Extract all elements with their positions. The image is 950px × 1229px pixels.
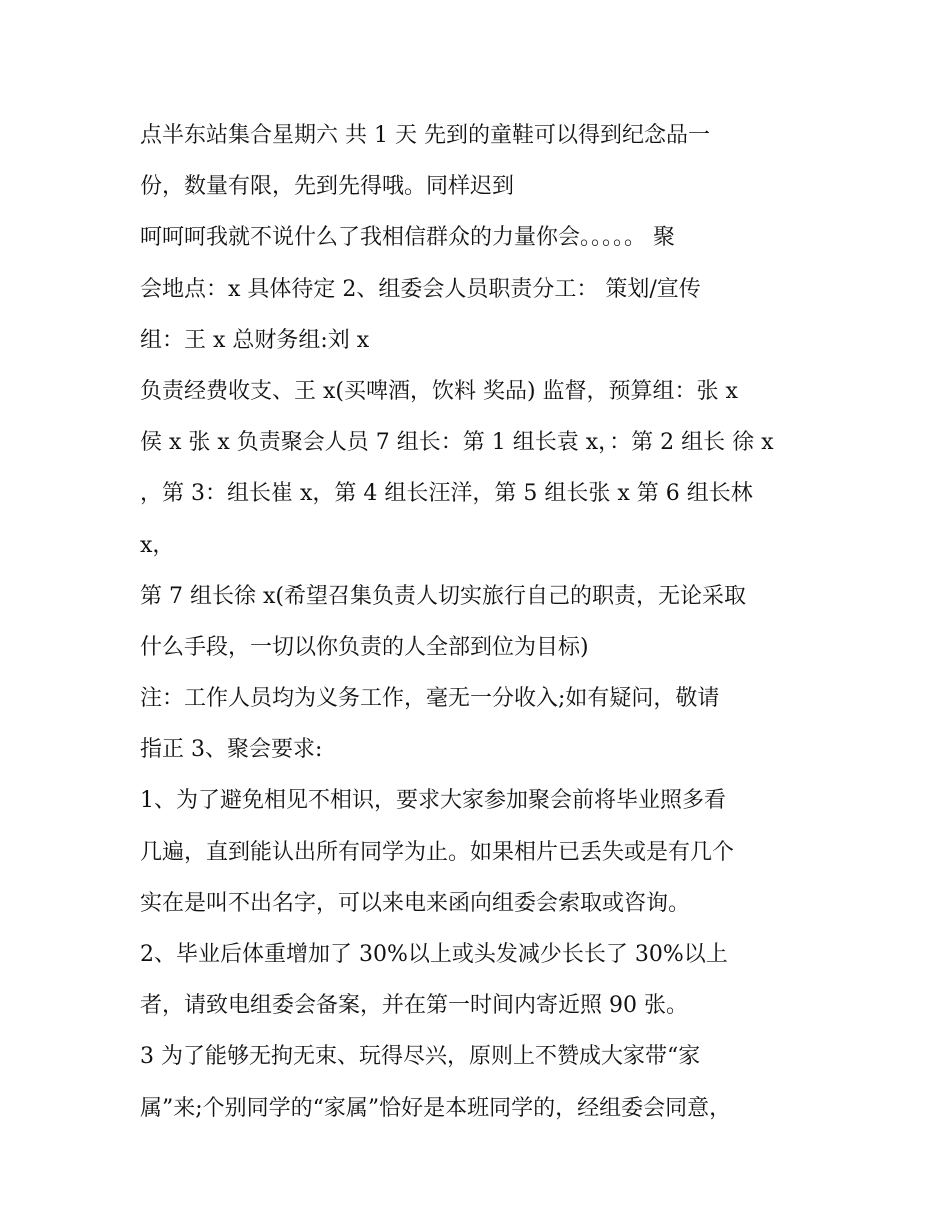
text-line-4: 会地点：x 具体待定 2、组委会人员职责分工： 策划/宣传	[140, 276, 701, 302]
text-line-17: 2、毕业后体重增加了 30%以上或头发减少长长了 30%以上	[140, 942, 728, 967]
text-line-9: x，	[140, 532, 175, 558]
text-line-7: 侯 x 张 x 负责聚会人员 7 组长：第 1 组长袁 x，：第 2 组长 徐 x	[140, 430, 774, 456]
text-line-1: 点半东站集合星期六 共 1 天 先到的童鞋可以得到纪念品一	[140, 123, 710, 148]
text-line-16: 实在是叫不出名字，可以来电来函向组委会索取或咨询。	[140, 890, 691, 916]
text-line-14: 1、为了避免相见不相识，要求大家参加聚会前将毕业照多看	[140, 788, 726, 814]
text-line-2: 份，数量有限，先到先得哦。同样迟到	[140, 174, 515, 200]
text-line-15: 几遍，直到能认出所有同学为止。如果相片已丢失或是有几个	[140, 839, 735, 865]
text-line-12: 注：工作人员均为义务工作，毫无一分收入;如有疑问，敬请	[140, 686, 720, 712]
document-body	[140, 110, 830, 1134]
text-line-5: 组：王 x 总财务组:刘 x	[140, 327, 370, 353]
text-line-18: 者，请致电组委会备案，并在第一时间内寄近照 90 张。	[140, 993, 688, 1019]
text-line-6: 负责经费收支、王 x(买啤酒，饮料 奖品) 监督，预算组：张 x	[140, 378, 738, 404]
text-line-20: 属”来;个别同学的“家属”恰好是本班同学的，经组委会同意，	[140, 1095, 732, 1121]
text-line-3: 呵呵呵我就不说什么了我相信群众的力量你会。。。。。 聚	[140, 225, 675, 251]
text-line-11: 什么手段，一切以你负责的人全部到位为目标)	[140, 634, 589, 660]
text-line-10: 第 7 组长徐 x(希望召集负责人切实旅行自己的职责，无论采取	[140, 583, 746, 609]
text-line-13: 指正 3、聚会要求:	[140, 737, 323, 763]
text-line-8: ，第 3：组长崔 x，第 4 组长汪洋，第 5 组长张 x 第 6 组长林	[140, 481, 753, 507]
text-line-19: 3 为了能够无拘无束、玩得尽兴，原则上不赞成大家带“家	[140, 1044, 701, 1070]
